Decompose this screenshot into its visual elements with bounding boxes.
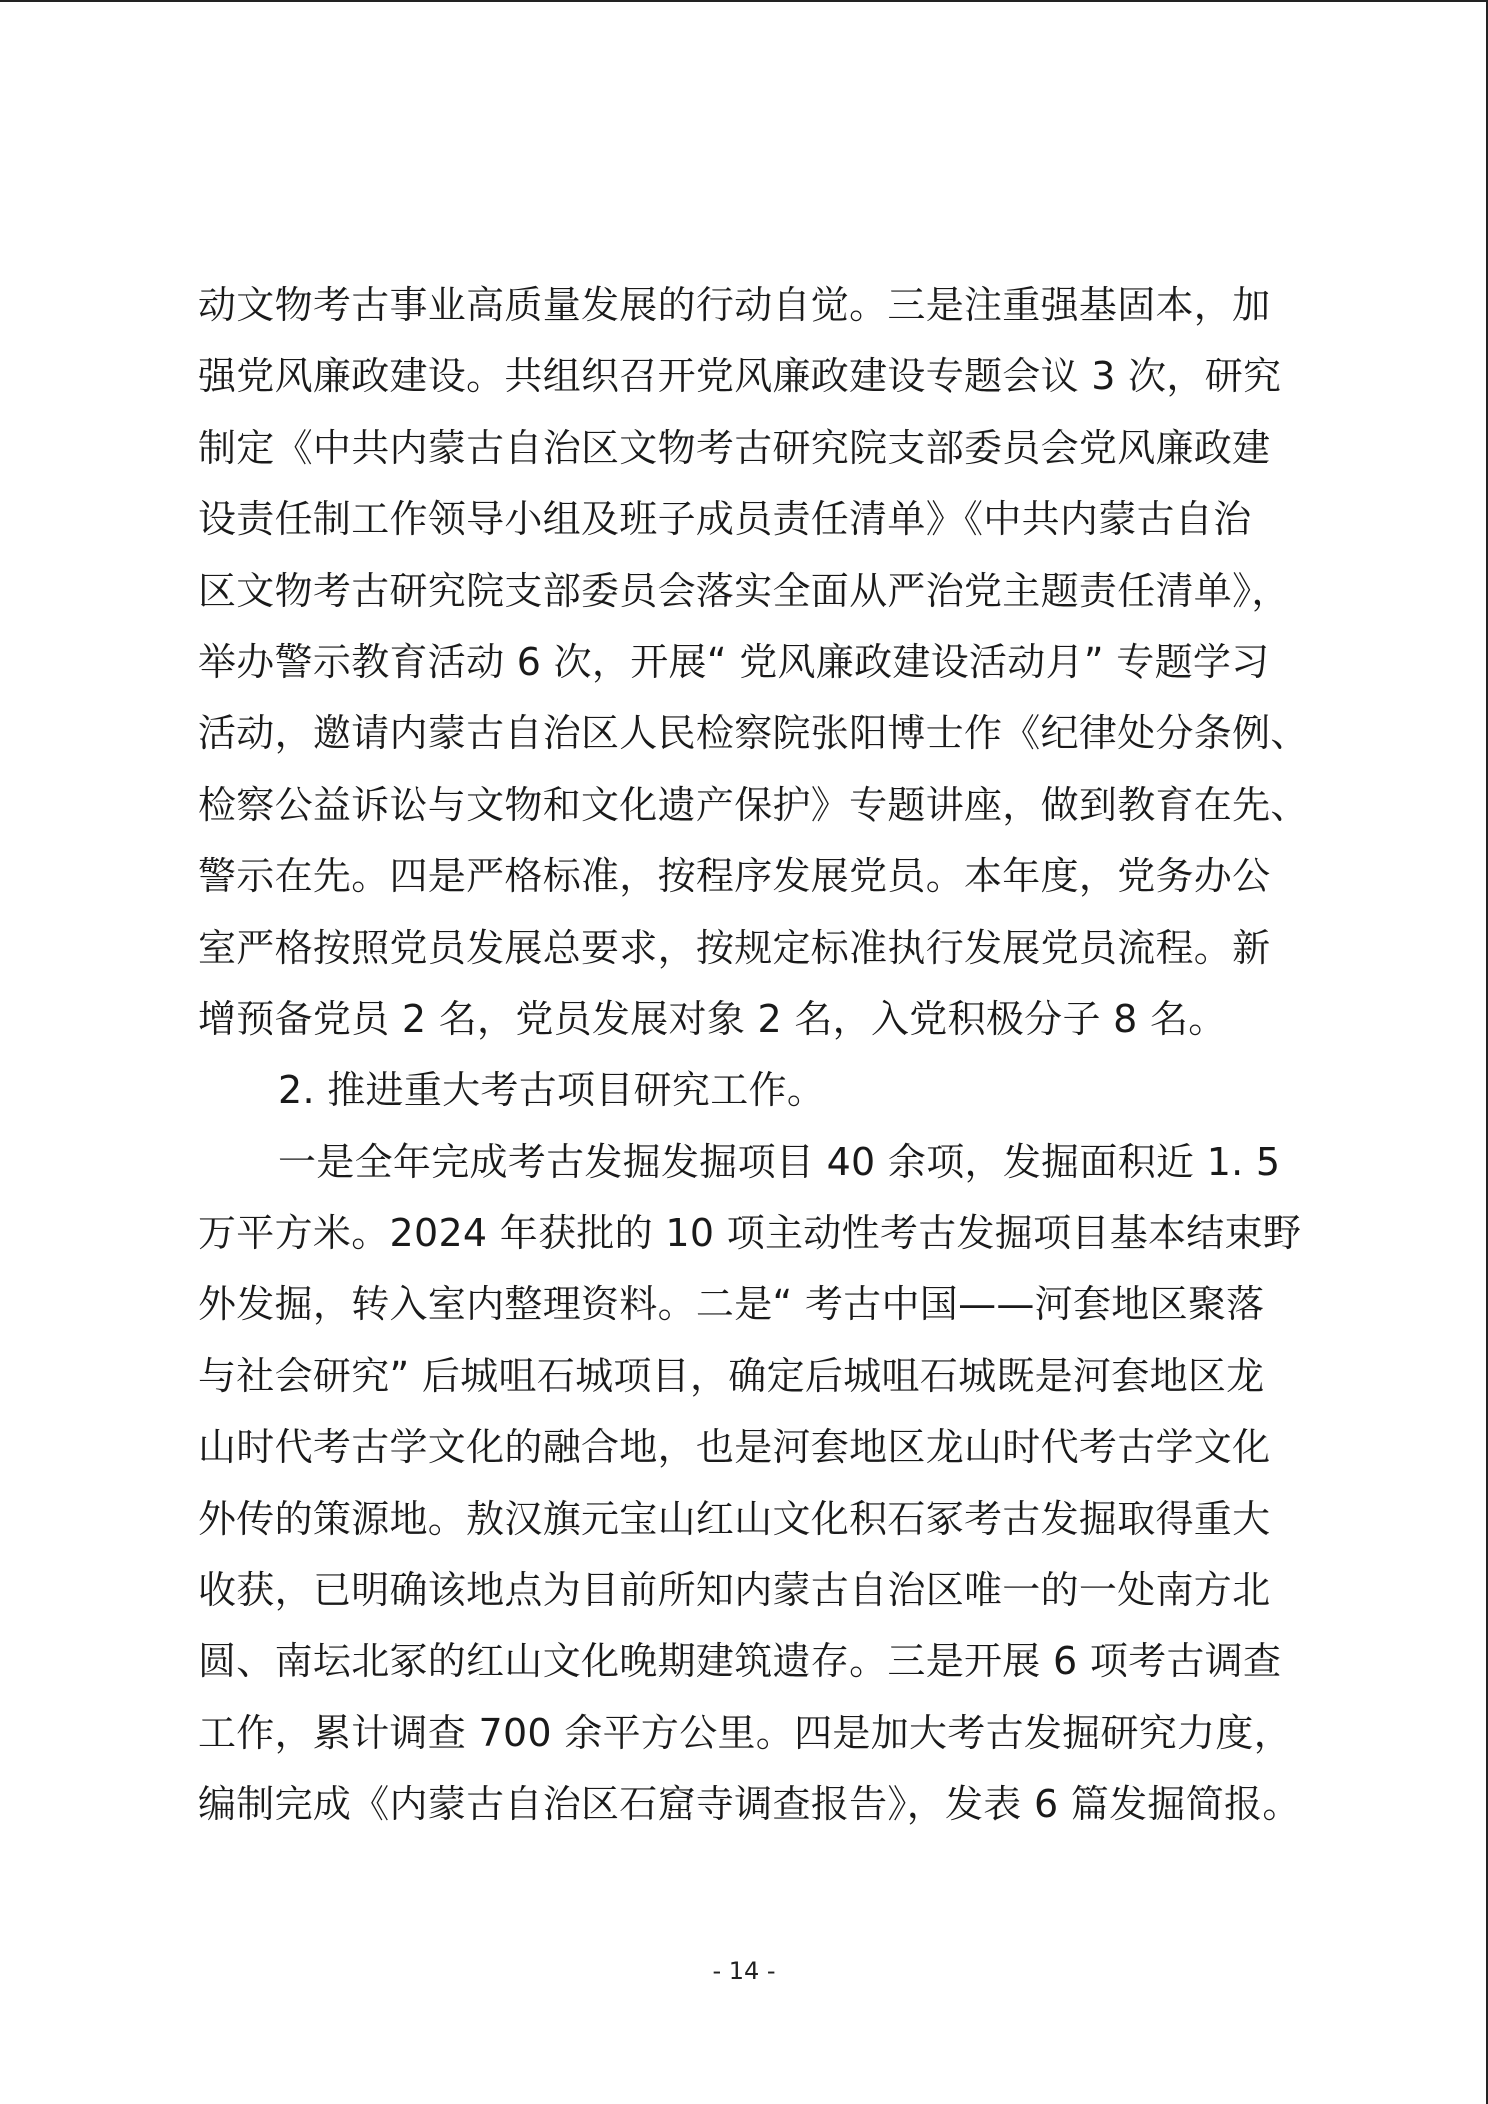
paragraph-line: 一是全年完成考古发掘发掘项目 40 余项，发掘面积近 1. 5 bbox=[278, 1139, 1281, 1184]
paragraph-line: 警示在先。四是严格标准，按程序发展党员。本年度，党务办公 bbox=[198, 854, 1271, 899]
paragraph-line: 增预备党员 2 名，党员发展对象 2 名，入党积极分子 8 名。 bbox=[198, 996, 1227, 1041]
paragraph-line: 收获，已明确该地点为目前所知内蒙古自治区唯一的一处南方北 bbox=[198, 1568, 1271, 1613]
paragraph-line: 举办警示教育活动 6 次，开展“ 党风廉政建设活动月” 专题学习 bbox=[198, 639, 1270, 684]
page-top-border bbox=[0, 0, 1488, 2]
section-heading: 2. 推进重大考古项目研究工作。 bbox=[278, 1068, 826, 1113]
paragraph-line: 动文物考古事业高质量发展的行动自觉。三是注重强基固本，加 bbox=[198, 283, 1271, 327]
paragraph-line: 编制完成《内蒙古自治区石窟寺调查报告》，发表 6 篇发掘简报。 bbox=[198, 1782, 1301, 1827]
paragraph-line: 工作，累计调查 700 余平方公里。四是加大考古发掘研究力度， bbox=[198, 1710, 1292, 1755]
paragraph-line: 与社会研究” 后城咀石城项目，确定后城咀石城既是河套地区龙 bbox=[198, 1353, 1265, 1398]
paragraph-line: 区文物考古研究院支部委员会落实全面从严治党主题责任清单》， bbox=[198, 568, 1290, 613]
paragraph-line: 室严格按照党员发展总要求，按规定标准执行发展党员流程。新 bbox=[198, 925, 1271, 970]
page-number: - 14 - bbox=[712, 1957, 776, 1985]
paragraph-line: 外传的策源地。敖汉旗元宝山红山文化积石冢考古发掘取得重大 bbox=[198, 1496, 1271, 1541]
paragraph-line: 外发掘，转入室内整理资料。二是“ 考古中国——河套地区聚落 bbox=[198, 1282, 1265, 1327]
paragraph-line: 设责任制工作领导小组及班子成员责任清单》《中共内蒙古自治 bbox=[198, 497, 1252, 542]
paragraph-line: 强党风廉政建设。共组织召开党风廉政建设专题会议 3 次，研究 bbox=[198, 354, 1282, 399]
paragraph-line: 制定《中共内蒙古自治区文物考古研究院支部委员会党风廉政建 bbox=[198, 425, 1271, 470]
paragraph-line: 检察公益诉讼与文物和文化遗产保护》专题讲座，做到教育在先、 bbox=[198, 782, 1309, 827]
paragraph-line: 活动，邀请内蒙古自治区人民检察院张阳博士作《纪律处分条例、 bbox=[198, 711, 1309, 756]
document-body bbox=[198, 270, 1308, 1841]
paragraph-line: 圆、南坛北冢的红山文化晚期建筑遗存。三是开展 6 项考古调查 bbox=[198, 1639, 1282, 1684]
paragraph-line: 山时代考古学文化的融合地，也是河套地区龙山时代考古学文化 bbox=[198, 1425, 1271, 1470]
paragraph-line: 万平方米。2024 年获批的 10 项主动性考古发掘项目基本结束野 bbox=[198, 1211, 1302, 1256]
